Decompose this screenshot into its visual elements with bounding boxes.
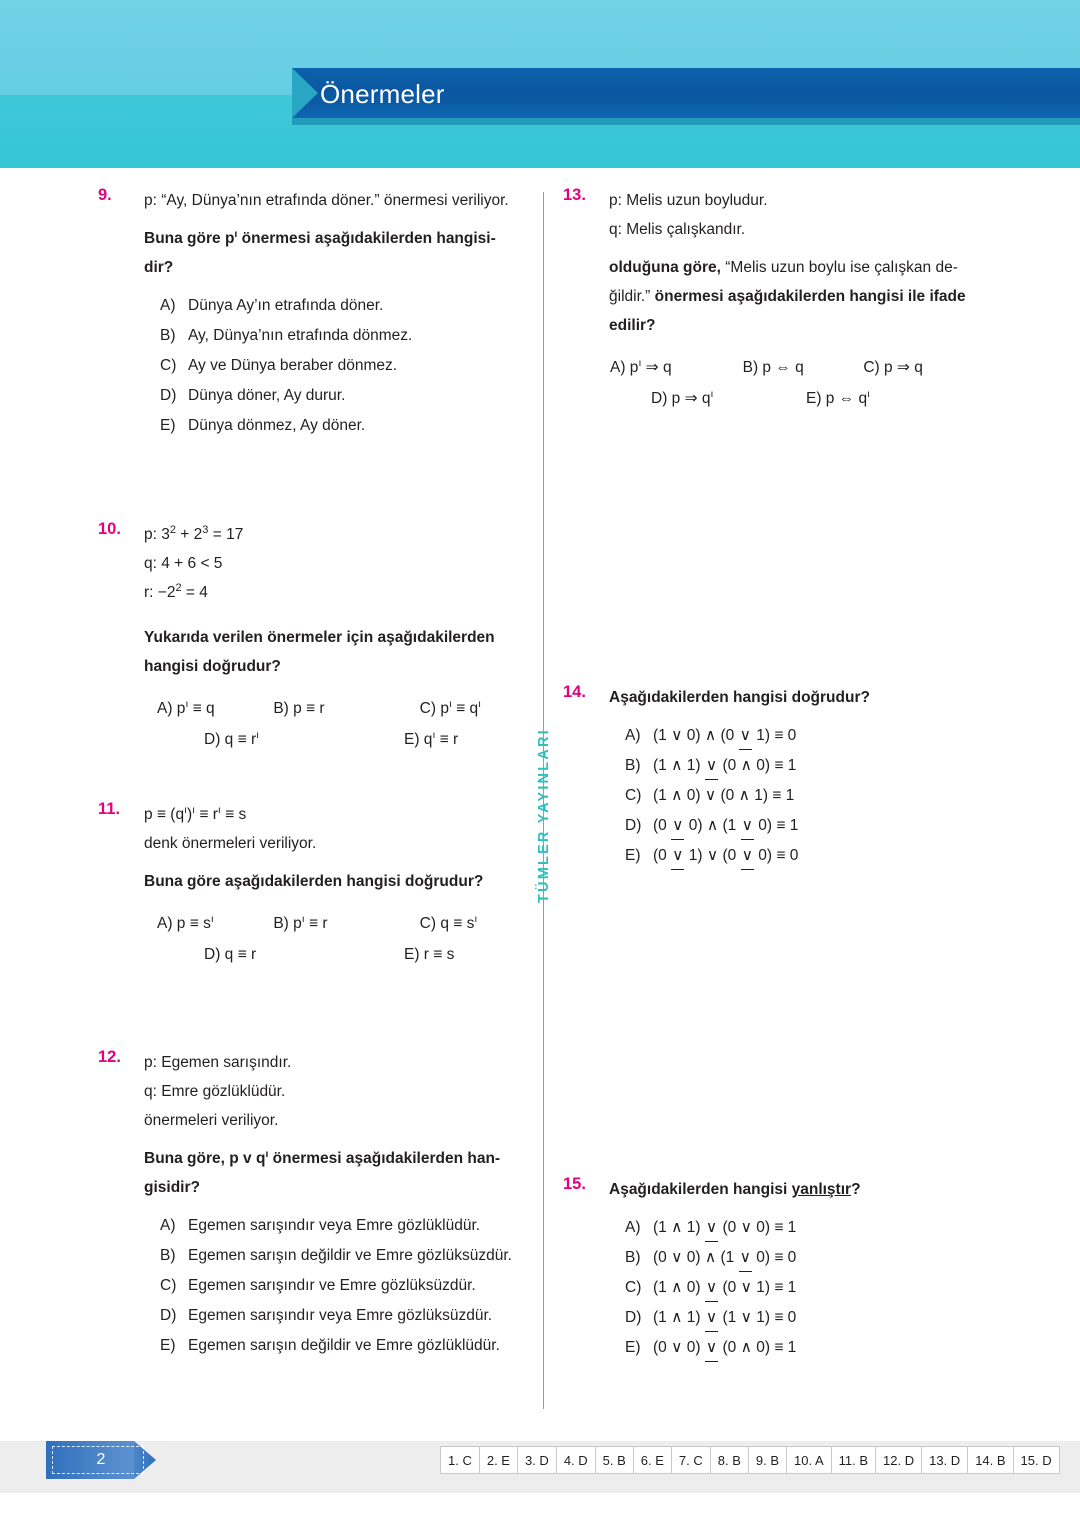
option-row[interactable] [144,1331,528,1361]
expr-part: (0 ∨ 0) ≡ 1 [718,1219,797,1236]
xor-operator-icon: ∨ [671,841,684,871]
option-c[interactable]: C) $p^ı \equiv q^ı$ [419,697,482,717]
option-row[interactable] [609,1213,993,1243]
question-10 [98,520,528,755]
question-12-line3: önermeleri veriliyor. [144,1112,279,1129]
question-15-body [609,1175,993,1363]
option-d[interactable]: D) $q \equiv r^ı$ [204,728,260,748]
option-row[interactable] [609,1333,993,1363]
option-text: (1 ∧ 0) ∨ (0 ∧ 1) ≡ 1 [653,787,795,804]
question-13-prompt-line3: edilir? [609,317,656,334]
option-text [653,841,993,871]
question-12-prompt-line2: gisidir? [144,1179,200,1196]
option-row[interactable] [609,781,993,811]
question-15-number: 15. [563,1175,586,1193]
answer-key-cell: 11. B [832,1447,876,1473]
expr-part: (1 ∧ 1) [653,1309,705,1326]
option-text: Egemen sarışındır ve Emre gözlüksüzdür. [188,1277,476,1294]
option-row[interactable] [609,811,993,841]
prop-p-mid: + 2 [175,526,203,543]
question-12 [98,1048,528,1361]
option-text: Ay ve Dünya beraber dönmez. [188,357,398,374]
answer-key-cell: 10. A [787,1447,832,1473]
answer-key-cell: 3. D [518,1447,557,1473]
expr-part: 0) ≡ 0 [753,847,799,864]
option-letter: B) [625,1249,641,1266]
expr-part: 1) ≡ 0 [751,727,797,744]
question-10-prompt-line2: hangisi doğrudur? [144,658,281,675]
option-row[interactable] [609,1303,993,1333]
option-d[interactable]: D) q ≡ r [204,946,257,963]
option-text [653,811,993,841]
xor-operator-icon: ∨ [705,1273,718,1303]
option-row[interactable] [144,381,528,411]
option-text: Egemen sarışın değildir ve Emre gözlüksüzdür. [188,1247,512,1264]
expr-part: 0) ≡ 0 [751,1249,797,1266]
question-14-number: 14. [563,683,586,701]
prime-mark: ı [234,227,238,240]
option-text: Egemen sarışındır veya Emre gözlüksüzdür. [188,1307,493,1324]
option-text: Dünya dönmez, Ay döner. [188,417,366,434]
question-13-options [609,352,993,414]
exponent: 2 [169,523,176,536]
page-content [0,168,1080,1418]
option-e[interactable]: E) $q^ı \equiv r$ [404,728,459,748]
question-13-body [609,186,993,414]
option-letter: A) [625,1219,641,1236]
expr-part: (0 [653,847,672,864]
option-text [653,1213,993,1243]
question-15 [563,1175,993,1363]
option-letter: D) [160,387,177,404]
answer-key-cell: 1. C [441,1447,480,1473]
option-letter: E) [625,847,641,864]
prompt-bold-cont: önermesi aşağıdakilerden hangisi ile ifade [650,288,966,305]
answer-key-cell: 14. B [968,1447,1013,1473]
option-letter: D) [625,1309,642,1326]
option-row[interactable] [144,1301,528,1331]
option-row[interactable] [609,751,993,781]
publisher-brand-vertical: TÜMLER YAYINLARI [536,728,552,904]
option-b[interactable]: B) p ≡ r [273,700,325,717]
option-text: Egemen sarışındır veya Emre gözlüklüdür. [188,1217,481,1234]
expr-part: (1 ∨ 1) ≡ 0 [718,1309,797,1326]
question-12-line2: q: Emre gözlüklüdür. [144,1083,286,1100]
answer-key-cell: 2. E [480,1447,518,1473]
question-13 [563,186,993,414]
xor-operator-icon: ∨ [739,1243,752,1273]
question-10-prompt-line1: Yukarıda verilen önermeler için aşağıdakilerden [144,629,495,646]
question-15-prompt [609,1175,993,1204]
prop-p-suffix: = 17 [208,526,244,543]
question-10-options [144,693,528,755]
option-a[interactable]: A) $p \equiv s^ı$ [157,912,214,932]
option-c[interactable]: C) $q \equiv s^ı$ [419,912,478,932]
answer-key-cell: 13. D [922,1447,968,1473]
expr-part: 0) ∧ (1 [684,817,741,834]
xor-operator-icon: ∨ [705,1303,718,1333]
option-letter: C) [625,1279,642,1296]
question-9-number: 9. [98,186,112,204]
option-letter: B) [625,757,641,774]
prompt-emphasis: yanlıştır [791,1181,852,1198]
answer-key-cell: 8. B [711,1447,749,1473]
exponent: 2 [175,581,182,594]
option-letter: C) [625,787,642,804]
option-letter: E) [160,417,176,434]
option-row[interactable] [144,411,528,441]
prompt-part2: ? [851,1181,861,1198]
option-text [653,721,993,751]
option-b[interactable]: B) p ⇔ q [742,359,804,376]
question-13-line2: q: Melis çalışkandır. [609,221,746,238]
xor-operator-icon: ∨ [705,751,718,781]
prompt-part1: Aşağıdakilerden hangisi [609,1181,792,1198]
option-a[interactable]: A) $p^ı$ ⇒ q [610,356,672,376]
option-b[interactable]: B) $p^ı \equiv r$ [273,912,328,932]
question-11-options [144,908,528,970]
question-15-options [609,1213,993,1363]
option-letter: B) [160,1247,176,1264]
question-11-prompt: Buna göre aşağıdakilerden hangisi doğrudur? [144,873,484,890]
expr-part: (0 ∨ 0) ∧ (1 [653,1249,739,1266]
question-13-prompt-line2 [609,282,993,311]
expr-part: 0) ≡ 1 [753,817,799,834]
question-10-line-p [144,520,528,549]
prompt-bold-lead: olduğuna göre, [609,259,721,276]
question-12-line1: p: Egemen sarışındır. [144,1054,292,1071]
question-11 [98,800,528,970]
question-10-number: 10. [98,520,121,538]
expr-part: 1) ∨ (0 [684,847,741,864]
option-row[interactable] [144,321,528,351]
option-row[interactable] [144,1271,528,1301]
question-9-options [144,291,528,441]
answer-key-cell: 6. E [634,1447,672,1473]
answer-key [440,1446,1060,1474]
answer-key-cell: 7. C [672,1447,711,1473]
option-text: Ay, Dünya’nın etrafında dönmez. [188,327,413,344]
question-11-line1: $p \equiv (q^ı)^ı \equiv r^ı \equiv s$ [144,803,247,823]
question-9-prompt-cont: dir? [144,259,174,276]
question-11-body [144,800,528,970]
option-row[interactable] [609,841,993,871]
question-10-line-r [144,578,528,607]
prompt-quote: “Melis uzun boylu ise çalışkan de- [720,259,958,276]
prop-p-prefix: p: 3 [144,526,170,543]
prime-mark: ı [265,1147,269,1160]
page-number: 2 [96,1451,106,1468]
exponent: 3 [202,523,209,536]
expr-part: (0 [653,817,672,834]
option-letter: C) [160,357,177,374]
question-12-prompt-line1 [144,1144,528,1173]
answer-key-cell: 12. D [876,1447,922,1473]
option-text: Dünya Ay’ın etrafında döner. [188,297,384,314]
option-letter: D) [160,1307,177,1324]
option-row[interactable] [144,1211,528,1241]
expr-part: (0 ∨ 1) ≡ 1 [718,1279,797,1296]
xor-operator-icon: ∨ [705,1213,718,1243]
option-letter: A) [160,297,176,314]
xor-operator-icon: ∨ [741,841,754,871]
option-row[interactable] [609,1273,993,1303]
question-9-stem: p: “Ay, Dünya’nın etrafında döner.” önermesi veriliyor. [144,192,509,209]
answer-key-cell: 9. B [749,1447,787,1473]
expr-part: (1 ∨ 0) ∧ (0 [653,727,739,744]
option-letter: E) [160,1337,176,1354]
option-text [653,1273,993,1303]
option-row[interactable] [144,351,528,381]
option-c[interactable]: C) p ⇒ q [863,359,923,376]
question-9-prompt-part1: Buna göre p [144,230,235,247]
option-row[interactable] [609,1243,993,1273]
question-12-options [144,1211,528,1361]
page-header [0,0,1080,168]
prop-r-prefix: r: −2 [144,584,176,601]
option-a[interactable]: A) $p^ı \equiv q$ [157,697,215,717]
option-e[interactable]: E) r ≡ s [404,946,455,963]
question-9-prompt-part2: önermesi aşağıdakilerden hangisi- [237,230,496,247]
question-14 [563,683,993,871]
question-9-prompt [144,224,528,253]
option-text [653,1243,993,1273]
prompt-part1: Buna göre, p v q [144,1150,266,1167]
question-11-number: 11. [98,800,121,818]
question-14-prompt: Aşağıdakilerden hangisi doğrudur? [609,689,870,706]
option-row[interactable] [609,721,993,751]
expr-part: (0 ∨ 0) [653,1339,705,1356]
question-13-prompt-line1 [609,253,993,282]
option-letter: A) [625,727,641,744]
expr-part: (1 ∧ 1) [653,757,705,774]
prompt-quote-cont: ğildir.” [609,288,651,305]
question-13-number: 13. [563,186,586,204]
title-bar-shadow [292,118,1080,125]
xor-operator-icon: ∨ [671,811,684,841]
option-text [653,751,993,781]
expr-part: (1 ∧ 1) [653,1219,705,1236]
question-10-line-q: q: 4 + 6 < 5 [144,555,223,572]
answer-key-cell: 4. D [557,1447,596,1473]
option-letter: E) [625,1339,641,1356]
prop-r-suffix: = 4 [181,584,208,601]
expr-part: (0 ∧ 0) ≡ 1 [718,1339,797,1356]
question-12-number: 12. [98,1048,121,1066]
question-14-options [609,721,993,871]
question-9-body [144,186,528,441]
option-text: Egemen sarışın değildir ve Emre gözlüklüdür. [188,1337,500,1354]
page-title: Önermeler [320,79,445,109]
option-letter: D) [625,817,642,834]
question-13-line1: p: Melis uzun boyludur. [609,192,768,209]
question-10-body [144,520,528,755]
option-row[interactable] [144,291,528,321]
option-d[interactable]: D) p ⇒ $q^ı$ [651,387,714,407]
option-e[interactable]: E) p ⇔ $q^ı$ [806,387,871,407]
expr-part: (0 ∧ 0) ≡ 1 [718,757,797,774]
answer-key-cell: 15. D [1020,1452,1052,1468]
expr-part: (1 ∧ 0) [653,1279,705,1296]
option-row[interactable] [144,1241,528,1271]
question-14-body [609,683,993,871]
question-11-line2: denk önermeleri veriliyor. [144,835,317,852]
option-letter: A) [160,1217,176,1234]
option-text [653,1333,993,1363]
xor-operator-icon: ∨ [705,1333,718,1363]
xor-operator-icon: ∨ [741,811,754,841]
option-text: Dünya döner, Ay durur. [188,387,346,404]
option-letter: B) [160,327,176,344]
prompt-part2: önermesi aşağıdakilerden han- [268,1150,501,1167]
question-12-body [144,1048,528,1361]
option-text [653,1303,993,1333]
option-letter: C) [160,1277,177,1294]
xor-operator-icon: ∨ [739,721,752,751]
answer-key-cell: 5. B [596,1447,634,1473]
question-9 [98,186,528,441]
